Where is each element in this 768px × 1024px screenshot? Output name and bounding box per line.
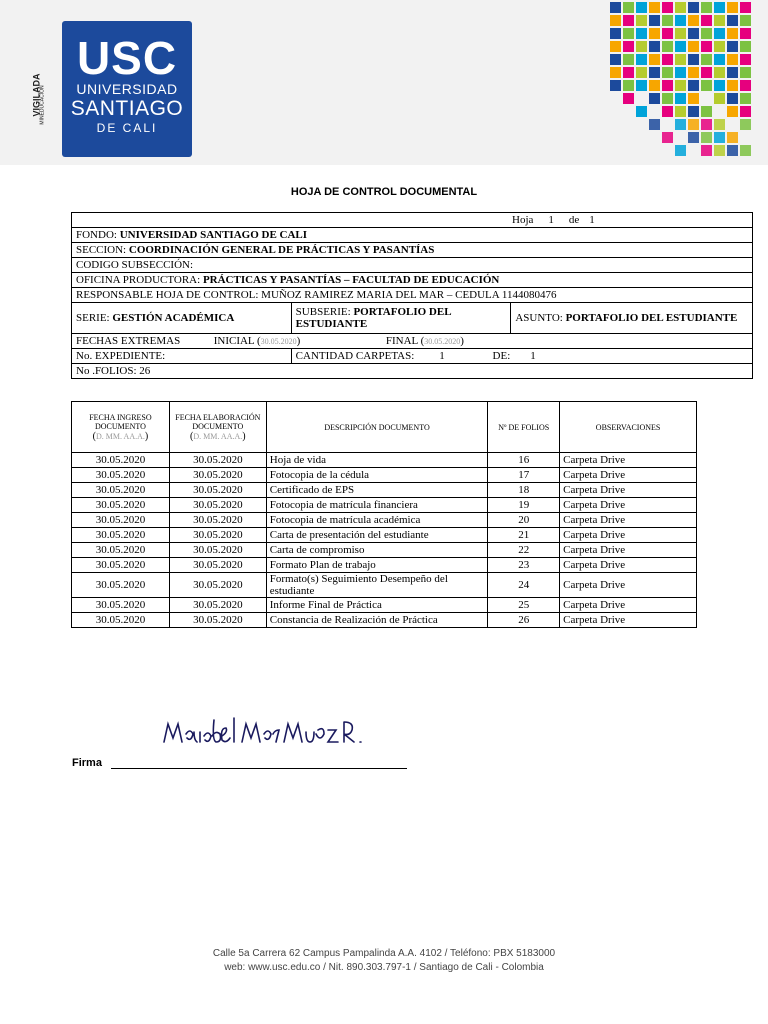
cell-elaboracion: 30.05.2020 (169, 558, 266, 573)
mosaic-square (675, 106, 686, 117)
mosaic-square (714, 28, 725, 39)
cell-observaciones: Carpeta Drive (560, 483, 697, 498)
cell-ingreso: 30.05.2020 (72, 498, 170, 513)
mosaic-square (740, 54, 751, 65)
mosaic-square (701, 80, 712, 91)
cell-observaciones: Carpeta Drive (560, 468, 697, 483)
cell-ingreso: 30.05.2020 (72, 613, 170, 628)
cell-elaboracion: 30.05.2020 (169, 483, 266, 498)
mosaic-square (623, 28, 634, 39)
documents-header-row (72, 402, 697, 453)
mosaic-square (675, 119, 686, 130)
cell-folios: 20 (488, 513, 560, 528)
mosaic-square (675, 145, 686, 156)
mosaic-square (623, 15, 634, 26)
mosaic-square (727, 28, 738, 39)
cell-ingreso: 30.05.2020 (72, 558, 170, 573)
mosaic-square (675, 93, 686, 104)
mosaic-square (701, 67, 712, 78)
mosaic-square (688, 15, 699, 26)
header-ingreso-format: D. MM. AA.A. (95, 431, 145, 441)
seccion-value: COORDINACIÓN GENERAL DE PRÁCTICAS Y PASANTÍAS (128, 244, 435, 256)
mosaic-square (727, 41, 738, 52)
mosaic-square (727, 67, 738, 78)
mosaic-square (740, 41, 751, 52)
mosaic-square (714, 2, 725, 13)
firma-label: Firma (72, 757, 102, 769)
responsable-row (72, 288, 753, 303)
mosaic-square (740, 145, 751, 156)
table-row (72, 528, 697, 543)
cell-observaciones: Carpeta Drive (560, 453, 697, 468)
cell-descripcion: Fotocopia de matrícula académica (266, 513, 488, 528)
asunto-label: ASUNTO: (515, 312, 563, 324)
mosaic-square (675, 28, 686, 39)
cell-ingreso: 30.05.2020 (72, 483, 170, 498)
carpetas-value: 1 (439, 350, 445, 362)
mosaic-square (727, 15, 738, 26)
expediente-row (72, 349, 753, 364)
header-ingreso-close: ) (144, 430, 149, 442)
cell-ingreso: 30.05.2020 (72, 598, 170, 613)
mosaic-square (714, 41, 725, 52)
inicial-close: ) (296, 335, 301, 347)
mosaic-square (610, 80, 621, 91)
cell-observaciones: Carpeta Drive (560, 573, 697, 598)
logo-line-1: UNIVERSIDAD (76, 81, 178, 97)
cell-elaboracion: 30.05.2020 (169, 453, 266, 468)
final-label: FINAL ( (385, 335, 425, 347)
table-row (72, 543, 697, 558)
cell-observaciones: Carpeta Drive (560, 613, 697, 628)
cell-descripcion: Formato Plan de trabajo (266, 558, 488, 573)
mosaic-square (701, 145, 712, 156)
hoja-total: 1 (589, 214, 595, 226)
mosaic-square (649, 28, 660, 39)
mosaic-square (701, 2, 712, 13)
cell-descripcion: Certificado de EPS (266, 483, 488, 498)
mosaic-square (610, 54, 621, 65)
carpetas-label: CANTIDAD CARPETAS: (295, 350, 415, 362)
mosaic-square (649, 67, 660, 78)
fondo-row (72, 228, 753, 243)
handwritten-signature (160, 712, 380, 752)
cell-folios: 18 (488, 483, 560, 498)
cell-folios: 21 (488, 528, 560, 543)
oficina-row (72, 273, 753, 288)
header-observaciones: OBSERVACIONES (560, 402, 697, 453)
mosaic-square (701, 28, 712, 39)
cell-observaciones: Carpeta Drive (560, 558, 697, 573)
inicial-value: 30.05.2020 (260, 337, 297, 346)
cell-elaboracion: 30.05.2020 (169, 543, 266, 558)
mosaic-square (727, 93, 738, 104)
mosaic-square (623, 2, 634, 13)
cell-descripcion: Carta de presentación del estudiante (266, 528, 488, 543)
table-row (72, 453, 697, 468)
cell-observaciones: Carpeta Drive (560, 598, 697, 613)
cell-observaciones: Carpeta Drive (560, 498, 697, 513)
final-value: 30.05.2020 (424, 337, 461, 346)
mosaic-square (649, 15, 660, 26)
cell-folios: 16 (488, 453, 560, 468)
mosaic-square (636, 67, 647, 78)
mosaic-square (636, 54, 647, 65)
hoja-label: Hoja (512, 214, 534, 226)
cell-descripcion: Fotocopia de la cédula (266, 468, 488, 483)
mosaic-square (727, 2, 738, 13)
mosaic-square (649, 2, 660, 13)
cell-descripcion: Formato(s) Seguimiento Desempeño del estudiante (266, 573, 488, 598)
mosaic-square (701, 15, 712, 26)
page-title: HOJA DE CONTROL DOCUMENTAL (290, 186, 478, 198)
seccion-label: SECCION: (76, 244, 127, 256)
mosaic-square (688, 54, 699, 65)
mosaic-square (688, 67, 699, 78)
cell-descripcion: Hoja de vida (266, 453, 488, 468)
table-row (72, 498, 697, 513)
table-row (72, 573, 697, 598)
mosaic-square (714, 80, 725, 91)
mosaic-square (714, 93, 725, 104)
cell-descripcion: Carta de compromiso (266, 543, 488, 558)
cell-folios: 24 (488, 573, 560, 598)
mosaic-square (623, 41, 634, 52)
cell-ingreso: 30.05.2020 (72, 543, 170, 558)
mosaic-square (662, 54, 673, 65)
hoja-number: 1 (548, 214, 554, 226)
header-ingreso-open: ( (92, 430, 96, 442)
table-row (72, 558, 697, 573)
header-elaboracion-close: ) (242, 430, 246, 442)
cell-folios: 19 (488, 498, 560, 513)
mosaic-square (740, 15, 751, 26)
mosaic-square (662, 2, 673, 13)
serie-value: GESTIÓN ACADÉMICA (112, 312, 235, 324)
folios-row (72, 364, 753, 379)
subserie-value: PORTAFOLIO DEL ESTUDIANTE (295, 306, 451, 330)
mosaic-square (740, 67, 751, 78)
mosaic-square (662, 28, 673, 39)
serie-row (72, 303, 753, 334)
mosaic-square (727, 80, 738, 91)
cell-ingreso: 30.05.2020 (72, 513, 170, 528)
page-footer (0, 947, 768, 975)
mosaic-square (636, 2, 647, 13)
mosaic-square (610, 41, 621, 52)
table-row (72, 483, 697, 498)
codigo-row (72, 258, 753, 273)
carpetas-de-label: DE: (492, 350, 511, 362)
mosaic-square (740, 119, 751, 130)
mosaic-square (701, 106, 712, 117)
mosaic-square (675, 80, 686, 91)
table-row (72, 613, 697, 628)
header-descripcion: DESCRIPCIÓN DOCUMENTO (266, 402, 488, 453)
mosaic-square (662, 80, 673, 91)
logo-acronym: USC (76, 32, 178, 84)
mosaic-square (675, 2, 686, 13)
vigilada-label (31, 70, 55, 130)
oficina-value: PRÁCTICAS Y PASANTÍAS – FACULTAD DE EDUCACIÓN (202, 274, 500, 286)
cell-elaboracion: 30.05.2020 (169, 468, 266, 483)
asunto-value: PORTAFOLIO DEL ESTUDIANTE (565, 312, 738, 324)
mosaic-square (623, 93, 634, 104)
mosaic-square (610, 15, 621, 26)
mosaic-square (727, 132, 738, 143)
mosaic-square (636, 106, 647, 117)
mosaic-square (714, 54, 725, 65)
cell-observaciones: Carpeta Drive (560, 543, 697, 558)
mosaic-square (610, 28, 621, 39)
responsable-text: RESPONSABLE HOJA DE CONTROL: MUÑOZ RAMIREZ MARIA DEL MAR – CEDULA 1144080476 (76, 289, 557, 301)
cell-ingreso: 30.05.2020 (72, 573, 170, 598)
mosaic-square (740, 106, 751, 117)
mosaic-square (714, 132, 725, 143)
mosaic-square (688, 93, 699, 104)
cell-ingreso: 30.05.2020 (72, 468, 170, 483)
table-row (72, 468, 697, 483)
mosaic-square (688, 80, 699, 91)
inicial-label: INICIAL ( (213, 335, 261, 347)
mosaic-square (649, 119, 660, 130)
hoja-row (72, 213, 753, 228)
mosaic-square (688, 119, 699, 130)
mosaic-square (675, 54, 686, 65)
logo-line-2: SANTIAGO (70, 97, 184, 120)
footer-address: Calle 5a Carrera 62 Campus Pampalinda A.A. 4102 / Teléfono: PBX 5183000 (212, 948, 556, 959)
folios-text: No .FOLIOS: 26 (76, 365, 151, 377)
cell-observaciones: Carpeta Drive (560, 528, 697, 543)
cell-ingreso: 30.05.2020 (72, 528, 170, 543)
expediente-label: No. EXPEDIENTE: (76, 350, 166, 362)
mosaic-square (701, 41, 712, 52)
cell-observaciones: Carpeta Drive (560, 513, 697, 528)
mosaic-square (662, 41, 673, 52)
mosaic-square (662, 93, 673, 104)
cell-elaboracion: 30.05.2020 (169, 513, 266, 528)
mosaic-square (740, 93, 751, 104)
mosaic-square (636, 80, 647, 91)
final-close: ) (460, 335, 464, 347)
mosaic-square (740, 28, 751, 39)
cell-folios: 26 (488, 613, 560, 628)
cell-descripcion: Informe Final de Práctica (266, 598, 488, 613)
oficina-label: OFICINA PRODUCTORA: (76, 274, 201, 286)
mosaic-square (688, 106, 699, 117)
footer-web: web: www.usc.edu.co / Nit. 890.303.797-1 / Santiago de Cali - Colombia (224, 962, 544, 973)
fechas-label: FECHAS EXTREMAS (76, 335, 181, 347)
mosaic-square (701, 119, 712, 130)
mosaic-square (727, 145, 738, 156)
mosaic-square (675, 15, 686, 26)
mosaic-square (701, 132, 712, 143)
mosaic-square (662, 106, 673, 117)
mosaic-square (714, 15, 725, 26)
mosaic-square (701, 54, 712, 65)
documents-table (71, 401, 697, 628)
logo-line-3: DE CALI (96, 121, 158, 135)
mosaic-square (662, 15, 673, 26)
cell-elaboracion: 30.05.2020 (169, 528, 266, 543)
mosaic-square (623, 80, 634, 91)
mosaic-square (675, 67, 686, 78)
cell-descripcion: Constancia de Realización de Práctica (266, 613, 488, 628)
mosaic-square (662, 67, 673, 78)
mosaic-square (649, 80, 660, 91)
mosaic-square (623, 67, 634, 78)
header-ingreso: FECHA INGRESO DOCUMENTO (89, 412, 152, 431)
serie-label: SERIE: (76, 312, 110, 324)
cell-folios: 17 (488, 468, 560, 483)
mosaic-square (636, 15, 647, 26)
mosaic-decoration (610, 2, 760, 162)
mosaic-square (610, 2, 621, 13)
cell-elaboracion: 30.05.2020 (169, 613, 266, 628)
mosaic-square (688, 41, 699, 52)
cell-elaboracion: 30.05.2020 (169, 498, 266, 513)
codigo-label: CODIGO SUBSECCIÓN: (76, 259, 194, 271)
mosaic-square (714, 145, 725, 156)
mosaic-square (623, 54, 634, 65)
mosaic-square (714, 119, 725, 130)
carpetas-de-value: 1 (530, 350, 536, 362)
mosaic-square (636, 28, 647, 39)
mosaic-square (688, 2, 699, 13)
cell-ingreso: 30.05.2020 (72, 453, 170, 468)
cell-folios: 25 (488, 598, 560, 613)
vigilada-sub-text: MINEDUCACIÓN (39, 85, 46, 125)
mosaic-square (740, 2, 751, 13)
mosaic-square (727, 106, 738, 117)
cell-folios: 23 (488, 558, 560, 573)
mosaic-square (740, 80, 751, 91)
header-elaboracion-format: D. MM. AA.A. (193, 431, 243, 441)
header-elaboracion: FECHA ELABORACIÓN DOCUMENTO (175, 412, 261, 431)
firma-line (111, 768, 407, 769)
mosaic-square (649, 54, 660, 65)
mosaic-square (662, 132, 673, 143)
cell-elaboracion: 30.05.2020 (169, 573, 266, 598)
cell-elaboracion: 30.05.2020 (169, 598, 266, 613)
cell-folios: 22 (488, 543, 560, 558)
header-folios: Nº DE FOLIOS (488, 402, 560, 453)
control-info-table (71, 212, 753, 379)
mosaic-square (688, 28, 699, 39)
seccion-row (72, 243, 753, 258)
table-row (72, 598, 697, 613)
fondo-label: FONDO: (76, 229, 117, 241)
vigilada-text: VIGILADA (31, 73, 42, 117)
hoja-de-label: de (568, 214, 580, 226)
fondo-value: UNIVERSIDAD SANTIAGO DE CALI (119, 229, 308, 241)
subserie-label: SUBSERIE: (295, 306, 351, 318)
mosaic-square (610, 67, 621, 78)
mosaic-square (714, 67, 725, 78)
cell-descripcion: Fotocopia de matrícula financiera (266, 498, 488, 513)
mosaic-square (649, 93, 660, 104)
usc-logo (62, 21, 192, 157)
header-elaboracion-open: ( (190, 430, 194, 442)
table-row (72, 513, 697, 528)
mosaic-square (688, 132, 699, 143)
mosaic-square (675, 41, 686, 52)
fechas-row (72, 334, 753, 349)
mosaic-square (727, 54, 738, 65)
mosaic-square (636, 41, 647, 52)
mosaic-square (649, 41, 660, 52)
